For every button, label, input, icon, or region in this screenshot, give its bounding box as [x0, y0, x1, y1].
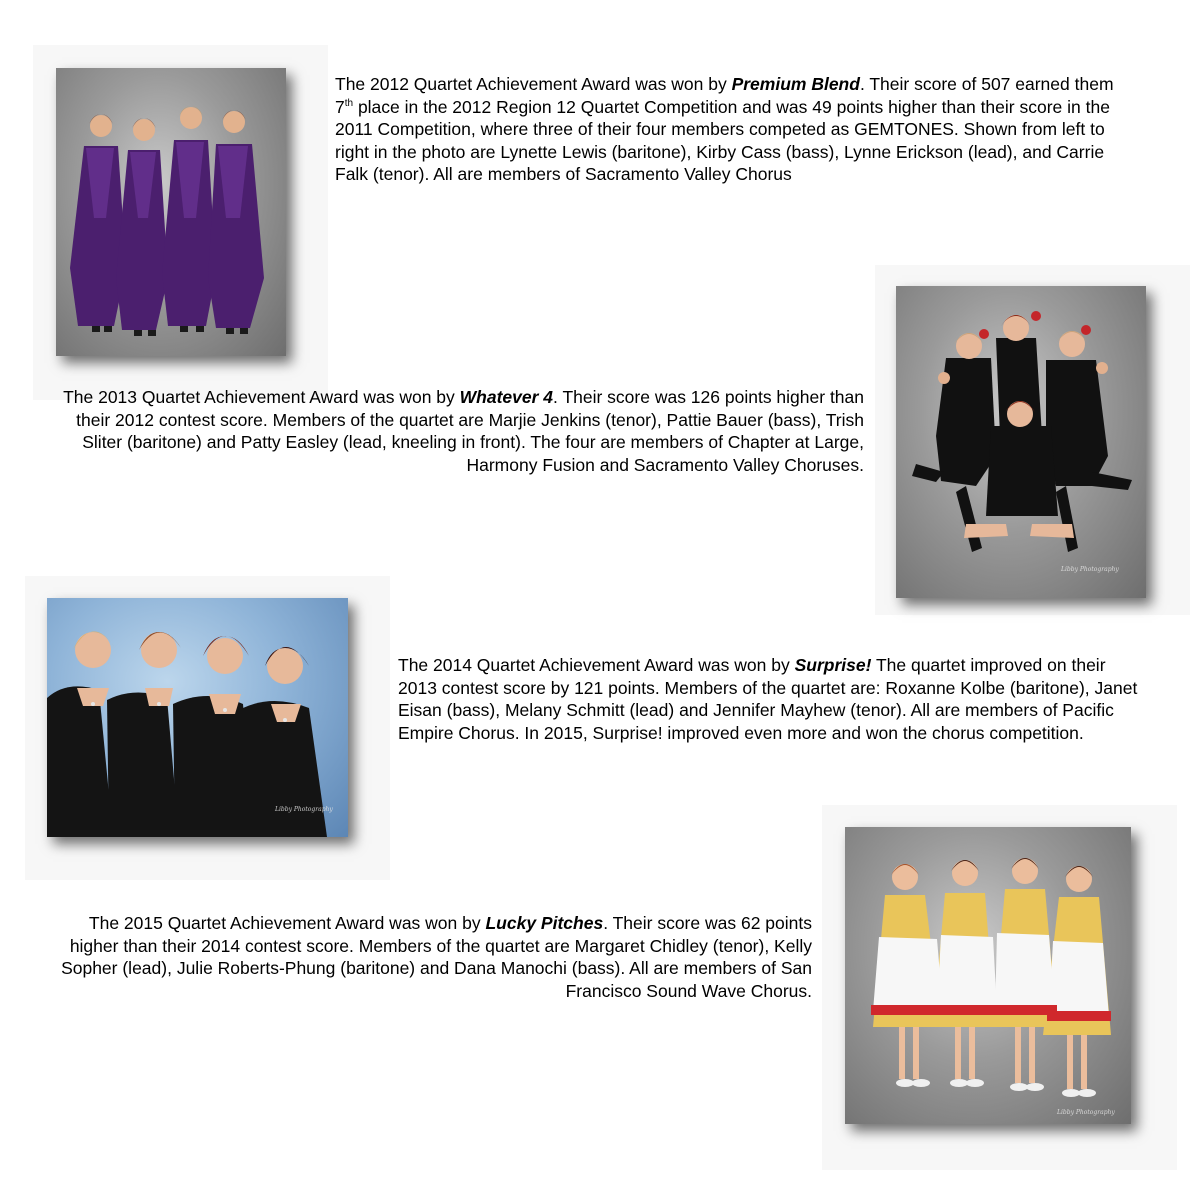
caption-2013	[60, 386, 864, 476]
photo-lucky-pitches	[845, 827, 1131, 1124]
quartet-name-2013: Whatever 4	[459, 387, 554, 407]
caption-2015	[60, 912, 812, 1002]
caption-2015-rest: . Their score was 62 points higher than their 2014 contest score. Members of the quartet are Margaret Chidley (tenor), Kelly Sopher (lead), Julie Roberts-Phung (baritone) and Dana Manochi (bass). All are members of San Francisco Sound Wave Chorus.	[61, 913, 812, 1001]
caption-2012-after: . Their score of 507 earned them 7	[335, 74, 1114, 117]
caption-2012	[335, 73, 1125, 186]
caption-2014	[398, 654, 1148, 744]
caption-2013-lead: The 2013 Quartet Achievement Award was won by	[63, 387, 460, 407]
watermark-2013: Libby Photography	[1061, 566, 1119, 573]
caption-2012-ordinal: th	[344, 97, 354, 109]
photo-whatever-4	[896, 286, 1146, 598]
caption-2014-lead: The 2014 Quartet Achievement Award was won by	[398, 655, 795, 675]
caption-2012-lead: The 2012 Quartet Achievement Award was won by	[335, 74, 732, 94]
quartet-2013-figures	[896, 286, 1146, 598]
caption-2015-lead: The 2015 Quartet Achievement Award was won by	[88, 913, 486, 933]
photo-premium-blend	[56, 68, 286, 356]
quartet-2012-figures	[56, 68, 286, 356]
photo-surprise	[47, 598, 348, 837]
watermark-2015: Libby Photography	[1057, 1109, 1115, 1116]
quartet-2015-figures	[845, 827, 1131, 1124]
quartet-name-2014: Surprise!	[794, 655, 872, 675]
caption-2013-rest: . Their score was 126 points higher than their 2012 contest score. Members of the quartet are Marjie Jenkins (tenor), Pattie Bauer (bass), Trish Sliter (baritone) and Patty Easley (lead, kneeling in front). The four are members of Chapter at Large, Harmony Fusion and Sacramento Valley Choruses.	[76, 387, 864, 475]
caption-2012-rest: place in the 2012 Region 12 Quartet Competition and was 49 points higher than their score in the 2011 Competition, where three of their four members competed as GEMTONES. Shown from left to right in the photo are Lynette Lewis (baritone), Kirby Cass (bass), Lynne Erickson (lead), and Carrie Falk (tenor). All are members of Sacramento Valley Chorus	[335, 96, 1110, 185]
quartet-name-2012: Premium Blend	[731, 74, 860, 94]
watermark-2014: Libby Photography	[275, 806, 333, 813]
quartet-name-2015: Lucky Pitches	[485, 913, 604, 933]
quartet-2014-figures	[47, 598, 348, 837]
caption-2014-rest: The quartet improved on their 2013 contest score by 121 points. Members of the quartet are: Roxanne Kolbe (baritone), Janet Eisan (bass), Melany Schmitt (lead) and Jennifer Mayhew (tenor). All are members of Pacific Empire Chorus. In 2015, Surprise! improved even more and won the chorus competition.	[398, 655, 1138, 743]
